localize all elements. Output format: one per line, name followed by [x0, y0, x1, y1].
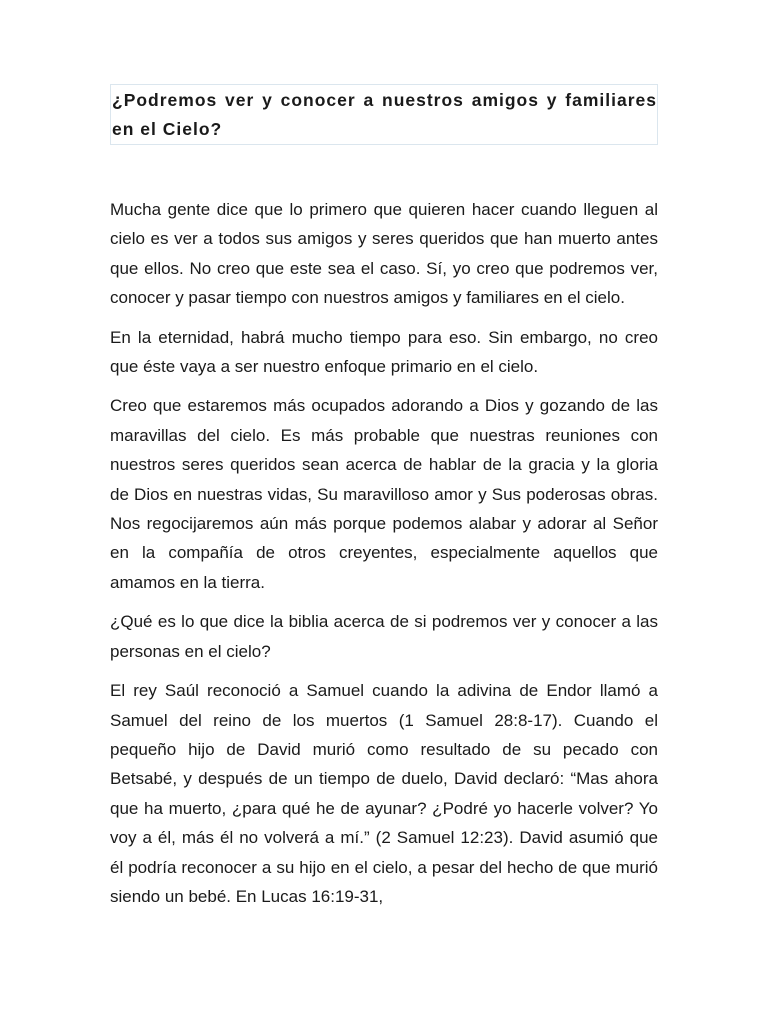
paragraph-4: ¿Qué es lo que dice la biblia acerca de si podremos ver y conocer a las personas en el cielo? [110, 612, 658, 661]
paragraph-2: En la eternidad, habrá mucho tiempo para eso. Sin embargo, no creo que éste vaya a ser nuestro enfoque primario en el cielo. [110, 327, 658, 377]
paragraph-5: El rey Saúl reconoció a Samuel cuando la adivina de Endor llamó a Samuel del reino de los muertos (1 Samuel 28:8-17). Cuando el pequeño hijo de David murió como resultado de su pecado con Betsabé, y después de un tiempo de duelo, David declaró: “Mas ahora que ha muerto, ¿para qué he de ayunar? ¿Podré yo hacerle volver? Yo voy a él, más él no volverá a mí.” (2 Samuel 12:23). David asumió que él podría reconocer a su hijo en el cielo, a pesar del hecho de que murió siendo un bebé. En Lucas 16:19-31, [110, 681, 658, 906]
document-page [110, 84, 658, 921]
paragraph-3: Creo que estaremos más ocupados adorando a Dios y gozando de las maravillas del cielo. Es más probable que nuestras reuniones con nuestros seres queridos sean acerca de hablar de la gracia y la gloria de Dios en nuestras vidas, Su maravilloso amor y Sus poderosas obras. Nos regocijaremos aún más porque podemos alabar y adorar al Señor en la compañía de otros creyentes, especialmente aquellos que amamos en la tierra. [110, 396, 658, 592]
document-title: ¿Podremos ver y conocer a nuestros amigos y familiares en el Cielo? [110, 84, 658, 145]
paragraph-1: Mucha gente dice que lo primero que quieren hacer cuando lleguen al cielo es ver a todos sus amigos y seres queridos que han muerto antes que ellos. No creo que este sea el caso. Sí, yo creo que podremos ver, conocer y pasar tiempo con nuestros amigos y familiares en el cielo. [110, 200, 658, 308]
